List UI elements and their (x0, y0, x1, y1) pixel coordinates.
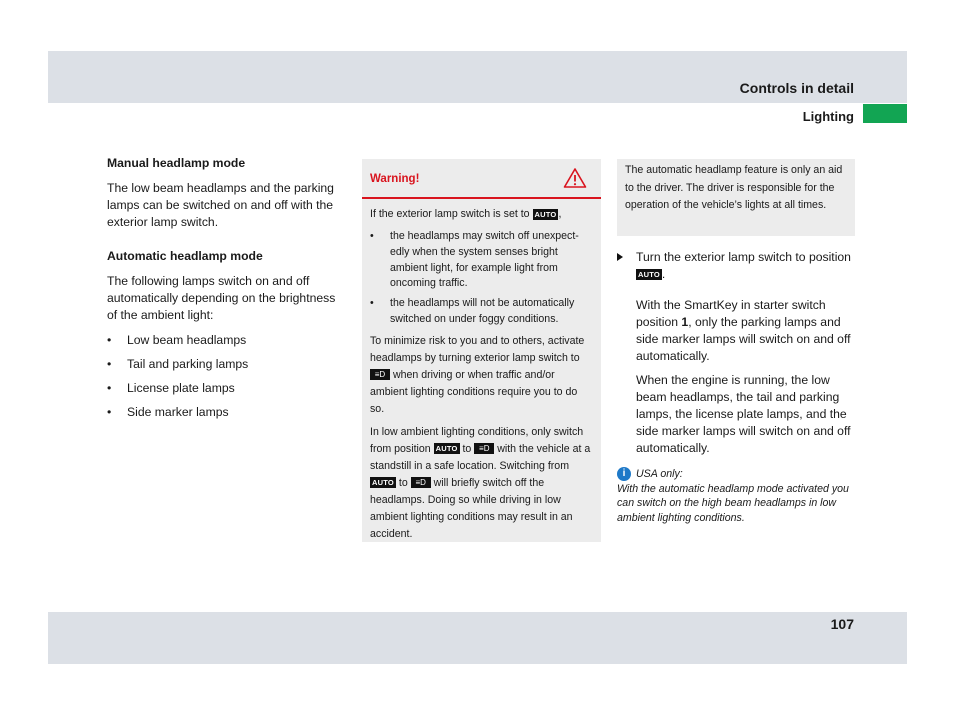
right-column (617, 249, 857, 526)
auto-text: The following lamps switch on and off automatically depending on the brightness of the ambient light: (107, 274, 336, 322)
warning-paragraph: To minimize risk to you and to others, activate headlamps by turning exterior lamp switch to ≡D when driving or when traffic and/or ambient lighting conditions require you to do so. (370, 334, 585, 415)
warning-intro: If the exterior lamp switch is set to AUTO , (370, 208, 562, 220)
position-number: 1 (681, 315, 689, 329)
warning-paragraph: In low ambient lighting conditions, only switch from position AUTO to ≡D with the vehicle at a standstill in a safe location. Switching from AUTO to ≡D will briefly switch off the headlamps. Doing so while driving in low ambient lighting conditions may result in an accident. (370, 425, 591, 540)
note-text: The automatic headlamp feature is only an aid to the driver. The driver is responsible for the operation of the vehicle’s lights at all times. (625, 164, 843, 211)
list-item: • Tail and parking lamps (107, 356, 347, 373)
instruction-step: Turn the exterior lamp switch to position AUTO . (617, 249, 857, 283)
note-box (617, 159, 855, 236)
page-number: 107 (830, 616, 854, 632)
warning-list (370, 229, 593, 328)
info-note (617, 467, 857, 526)
arrow-right-icon (617, 253, 623, 261)
list-item: • Side marker lamps (107, 404, 347, 421)
lamp-symbol: ≡D (370, 369, 390, 380)
list-item: • License plate lamps (107, 380, 347, 397)
info-icon: i (617, 467, 631, 481)
warning-box (362, 159, 601, 542)
footer-bar (48, 612, 907, 664)
auto-heading: Automatic headlamp mode (107, 249, 263, 263)
warning-title: Warning! (370, 173, 420, 185)
auto-symbol: AUTO (435, 444, 458, 454)
section-tab-marker (863, 104, 907, 123)
lamp-list (107, 332, 347, 421)
instruction-paragraph: When the engine is running, the low beam headlamps, the tail and parking lamps, the license plate lamps, and the side marker lamps will switch on and off automatically. (636, 373, 851, 455)
warning-header (362, 159, 601, 199)
lamp-symbol: ≡D (411, 477, 431, 488)
auto-symbol: AUTO (638, 270, 660, 280)
auto-symbol: AUTO (372, 478, 394, 488)
info-text: With the automatic headlamp mode activated you can switch on the high beam headlamps in low ambient lighting conditions. (617, 482, 849, 525)
warning-triangle-icon (563, 167, 587, 189)
info-title: USA only: (636, 468, 683, 480)
list-item: • the headlamps may switch off unexpect-edly when the system senses bright ambient light, for example light from oncoming traffic. (370, 229, 593, 292)
instruction-paragraph: With the SmartKey in starter switch position 1, only the parking lamps and side marker lamps will switch on and off automatically. (636, 298, 851, 363)
auto-symbol: AUTO (534, 209, 557, 219)
list-item: • the headlamps will not be automatically switched on under foggy conditions. (370, 296, 593, 328)
left-column (107, 155, 347, 428)
lamp-symbol: ≡D (474, 443, 494, 454)
section-title: Controls in detail (739, 80, 854, 96)
manual-text: The low beam headlamps and the parking lamps can be switched on and off with the exterior lamp switch. (107, 181, 334, 229)
subsection-title: Lighting (802, 109, 854, 124)
list-item: • Low beam headlamps (107, 332, 347, 349)
manual-heading: Manual headlamp mode (107, 156, 246, 170)
